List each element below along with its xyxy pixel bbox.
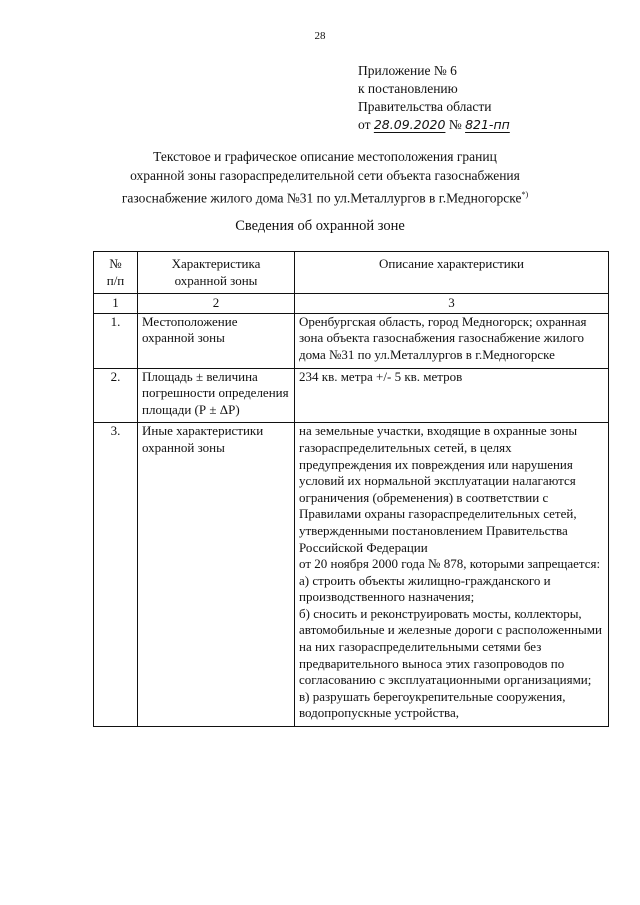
row-description: 234 кв. метра +/- 5 кв. метров: [295, 368, 609, 423]
row-number: 3.: [94, 423, 138, 727]
row-characteristic: Иные характеристики охранной зоны: [138, 423, 295, 727]
handwritten-number: 821-пп: [465, 117, 510, 132]
annex-line-1: Приложение № 6: [358, 63, 457, 78]
zone-info-table: [93, 251, 609, 727]
annex-date-line: [358, 116, 510, 134]
date-prefix: от: [358, 117, 371, 132]
table-header-row: [94, 252, 609, 294]
title-line-1: Текстовое и графическое описание местоположения границ: [153, 149, 497, 164]
header-number: № п/п: [94, 252, 138, 294]
annex-block: [358, 62, 510, 134]
row-description: на земельные участки, входящие в охранные зоны газораспределительных сетей, в целях предупреждения их повреждения или нарушения условий их нормальной эксплуатации налагаются ограничения (обременения) в соответствии с Правилами охраны газораспределительных сетей, утвержденными постановлением Правительства Российской Федерации от 20 ноября 2000 года № 878, которыми запрещается: а) строить объекты жилищно-гражданского и производственного назначения; б) сносить и реконструировать мосты, коллекторы, автомобильные и железные дороги с расположенными на них газораспределительными сетями без предварительного выноса этих газопроводов по согласованию с эксплуатационными организациями; в) разрушать берегоукрепительные сооружения, водопропускные устройства,: [295, 423, 609, 727]
column-number: 3: [295, 294, 609, 314]
number-prefix: №: [448, 117, 462, 132]
column-number: 1: [94, 294, 138, 314]
header-characteristic: Характеристика охранной зоны: [138, 252, 295, 294]
section-heading: Сведения об охранной зоне: [235, 218, 405, 234]
row-characteristic: Площадь ± величина погрешности определения площади (Р ± ΔР): [138, 368, 295, 423]
table-row: [94, 313, 609, 368]
title-line-3: [90, 185, 560, 208]
annex-line-2: к постановлению: [358, 81, 458, 96]
row-characteristic: Местоположение охранной зоны: [138, 313, 295, 368]
column-number-row: [94, 294, 609, 314]
header-description: Описание характеристики: [295, 252, 609, 294]
table-row: [94, 368, 609, 423]
row-number: 1.: [94, 313, 138, 368]
row-description: Оренбургская область, город Медногорск; охранная зона объекта газоснабжения газоснабжение жилого дома №31 по ул.Металлургов в г.Медногорске: [295, 313, 609, 368]
title-line-2: охранной зоны газораспределительной сети объекта газоснабжения: [130, 168, 520, 183]
page-number: 28: [314, 30, 326, 42]
table-row: [94, 423, 609, 727]
handwritten-date: 28.09.2020: [373, 117, 446, 132]
footnote-mark: *): [521, 190, 529, 199]
title-line-3-text: газоснабжение жилого дома №31 по ул.Металлургов в г.Медногорске: [121, 190, 522, 206]
column-number: 2: [138, 294, 295, 314]
annex-line-3: Правительства области: [358, 99, 492, 114]
row-number: 2.: [94, 368, 138, 423]
document-title: [90, 147, 560, 208]
